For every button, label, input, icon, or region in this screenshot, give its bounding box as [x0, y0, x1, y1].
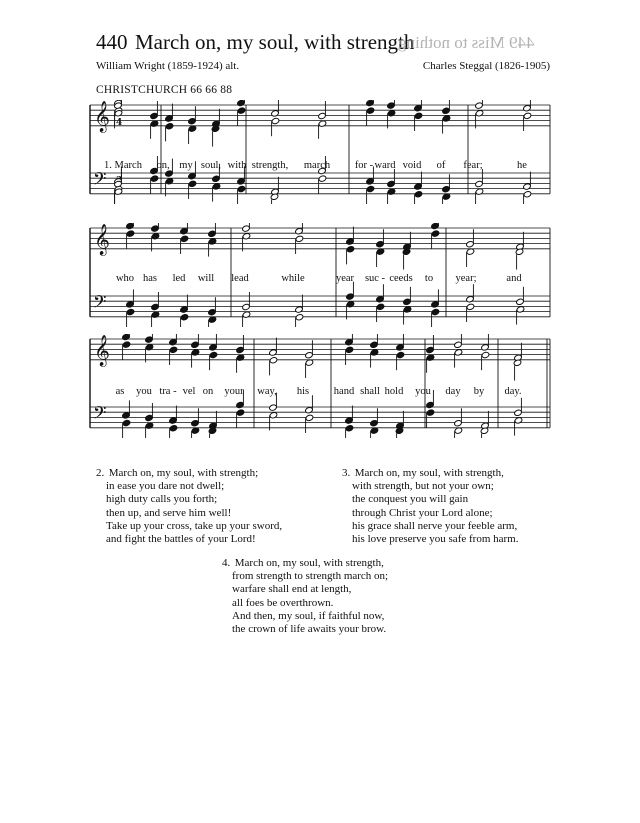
- note-head: [395, 427, 404, 434]
- lyric-syllable: tra -: [159, 386, 177, 397]
- lyric-syllable: fear;: [463, 160, 483, 171]
- note-head: [191, 349, 200, 356]
- lyric-syllable: ward: [374, 160, 396, 171]
- time-signature-bottom: 4: [116, 118, 123, 128]
- note-head: [151, 233, 160, 240]
- note-head: [523, 112, 532, 119]
- lyric-syllable: strength,: [251, 160, 289, 171]
- lyric-syllable: ceeds: [389, 273, 413, 284]
- verse-line: his grace shall nerve your feeble arm,: [352, 519, 518, 532]
- note-head: [126, 230, 135, 237]
- note-head: [346, 246, 355, 253]
- lyric-syllable: for -: [354, 160, 374, 171]
- note-head: [466, 303, 475, 310]
- lyric-syllable: you: [136, 386, 152, 397]
- lyric-syllable: shall: [360, 386, 380, 397]
- bleed-through-text: 449 Miss to nothing: [398, 33, 535, 52]
- note-head: [237, 107, 246, 114]
- note-head: [236, 409, 245, 416]
- verse-line: [342, 467, 518, 480]
- note-head: [513, 359, 522, 366]
- note-head: [180, 314, 189, 321]
- verse-line: the conquest you will gain: [352, 493, 469, 506]
- note-head: [318, 120, 327, 127]
- lyric-syllable: to: [424, 273, 434, 284]
- verse-number: 2.: [96, 467, 105, 479]
- verse-number: 4.: [222, 557, 231, 569]
- note-head: [169, 346, 178, 353]
- verse-3: [342, 467, 518, 546]
- note-head: [403, 306, 412, 313]
- note-head: [295, 314, 304, 321]
- note-head: [475, 188, 484, 195]
- music-system-1: [88, 100, 552, 209]
- lyric-syllable: led: [172, 273, 186, 284]
- verse-line: high duty calls you forth;: [106, 493, 218, 506]
- lyric-syllable: by: [473, 386, 485, 397]
- note-head: [150, 120, 159, 127]
- note-head: [454, 349, 463, 356]
- lyric-syllable: year;: [455, 273, 477, 284]
- verse-line: and fight the battles of your Lord!: [106, 533, 256, 546]
- note-head: [242, 233, 251, 240]
- note-head: [126, 308, 135, 315]
- verse-line: through Christ your Lord alone;: [352, 506, 493, 519]
- lyric-syllable: hold: [384, 386, 404, 397]
- verse-line: Take up your cross, take up your sword,: [106, 519, 283, 532]
- verse-line: with strength, but not your own;: [352, 480, 494, 493]
- verse-line: then up, and serve him well!: [106, 506, 232, 519]
- note-head: [402, 248, 411, 255]
- lyric-syllable: 1. March: [104, 160, 142, 171]
- note-head: [188, 180, 197, 187]
- author-credit: William Wright (1859-1924) alt.: [96, 60, 240, 72]
- bass-clef-icon: 𝄢: [93, 403, 107, 427]
- verse-line-text: March on, my soul, with strength,: [352, 467, 504, 479]
- verse-line: And then, my soul, if faithful now,: [232, 609, 385, 622]
- note-head: [366, 107, 375, 114]
- verse-line: in ease you dare not dwell;: [106, 480, 225, 493]
- lyric-syllable: day: [445, 386, 461, 397]
- lyric-syllable: on: [202, 386, 214, 397]
- lyric-syllable: void: [402, 160, 422, 171]
- note-head: [523, 191, 532, 198]
- lyric-syllable: while: [281, 273, 305, 284]
- lyric-syllable: he: [517, 160, 527, 171]
- bass-clef-icon: 𝄢: [93, 292, 107, 316]
- lyric-syllable: suc -: [364, 273, 386, 284]
- lyric-syllable: of: [436, 160, 446, 171]
- bass-clef-icon: 𝄢: [93, 169, 107, 193]
- lyric-syllable: and: [506, 273, 522, 284]
- note-head: [209, 351, 218, 358]
- note-head: [475, 110, 484, 117]
- lyric-syllable: way,: [257, 386, 277, 397]
- lyric-syllable: with: [227, 160, 247, 171]
- lyric-syllable: vel: [182, 386, 196, 397]
- verse-line: from strength to strength march on;: [232, 570, 389, 583]
- note-head: [169, 425, 178, 432]
- verse-2: [96, 467, 282, 546]
- note-head: [208, 238, 217, 245]
- note-head: [180, 235, 189, 242]
- note-head: [237, 185, 246, 192]
- note-head: [515, 248, 524, 255]
- note-head: [387, 188, 396, 195]
- lyric-syllable: my: [179, 160, 193, 171]
- note-head: [212, 183, 221, 190]
- note-head: [514, 417, 523, 424]
- composer-credit: Charles Steggal (1826-1905): [422, 60, 550, 72]
- note-head: [151, 311, 160, 318]
- music-system-2: [88, 223, 552, 332]
- note-head: [208, 427, 217, 434]
- lyric-syllable: soul,: [200, 160, 222, 171]
- lyric-syllable: you: [415, 386, 431, 397]
- lyric-syllable: lead: [231, 273, 249, 284]
- verse-line: all foes be overthrown.: [232, 596, 334, 609]
- tune-name: CHRISTCHURCH 66 66 88: [96, 84, 233, 96]
- note-head: [271, 117, 280, 124]
- staff-system-1: [88, 100, 552, 204]
- note-head: [305, 414, 314, 421]
- note-head: [414, 191, 423, 198]
- note-head: [481, 351, 490, 358]
- treble-clef-icon: 𝄞: [94, 224, 110, 255]
- note-head: [426, 354, 435, 361]
- note-head: [431, 230, 440, 237]
- lyric-syllable: on,: [156, 160, 170, 171]
- note-head: [442, 115, 451, 122]
- note-head: [480, 427, 489, 434]
- note-head: [165, 123, 174, 130]
- note-head: [242, 311, 251, 318]
- note-head: [269, 412, 278, 419]
- note-head: [431, 308, 440, 315]
- note-head: [236, 354, 245, 361]
- hymn-title: March on, my soul, with strength: [135, 30, 415, 54]
- lyric-syllable: year: [335, 273, 355, 284]
- note-head: [318, 175, 327, 182]
- lyric-syllable: your: [224, 386, 244, 397]
- lyric-syllable: hand: [333, 386, 355, 397]
- lyric-syllable: march: [303, 160, 331, 171]
- treble-clef-icon: 𝄞: [94, 101, 110, 132]
- hymn-number: 440: [96, 30, 128, 54]
- verse-line: the crown of life awaits your brow.: [232, 623, 387, 636]
- verse-4: [222, 557, 388, 636]
- verse-line: his love preserve you safe from harm.: [352, 533, 519, 546]
- note-head: [145, 422, 154, 429]
- music-system-3: [88, 334, 552, 443]
- note-head: [122, 341, 131, 348]
- staff-system-2: [88, 223, 552, 327]
- verse-line: warfare shall end at length,: [232, 583, 352, 596]
- note-head: [426, 409, 435, 416]
- verse-number: 3.: [342, 467, 351, 479]
- lyric-syllable: day.: [504, 386, 522, 397]
- note-head: [295, 235, 304, 242]
- note-head: [387, 110, 396, 117]
- verse-line-text: March on, my soul, with strength;: [106, 467, 259, 479]
- note-head: [376, 303, 385, 310]
- note-head: [370, 349, 379, 356]
- lyric-syllable: will: [197, 273, 215, 284]
- note-head: [346, 301, 355, 308]
- note-head: [414, 112, 423, 119]
- lyric-syllable: who: [115, 273, 135, 284]
- note-head: [145, 344, 154, 351]
- note-head: [366, 185, 375, 192]
- lyric-syllable: as: [115, 386, 125, 397]
- note-head: [122, 419, 131, 426]
- note-head: [211, 125, 220, 132]
- note-head: [270, 193, 279, 200]
- verse-line: [96, 467, 282, 480]
- note-head: [396, 351, 405, 358]
- note-head: [165, 178, 174, 185]
- note-head: [345, 425, 354, 432]
- note-head: [150, 175, 159, 182]
- note-head: [269, 357, 278, 364]
- lyric-syllable: his: [296, 386, 310, 397]
- note-head: [516, 306, 525, 313]
- treble-clef-icon: 𝄞: [94, 335, 110, 366]
- lyric-syllable: has: [143, 273, 157, 284]
- verse-line-text: March on, my soul, with strength,: [232, 557, 384, 569]
- note-head: [345, 346, 354, 353]
- verse-line: [222, 557, 388, 570]
